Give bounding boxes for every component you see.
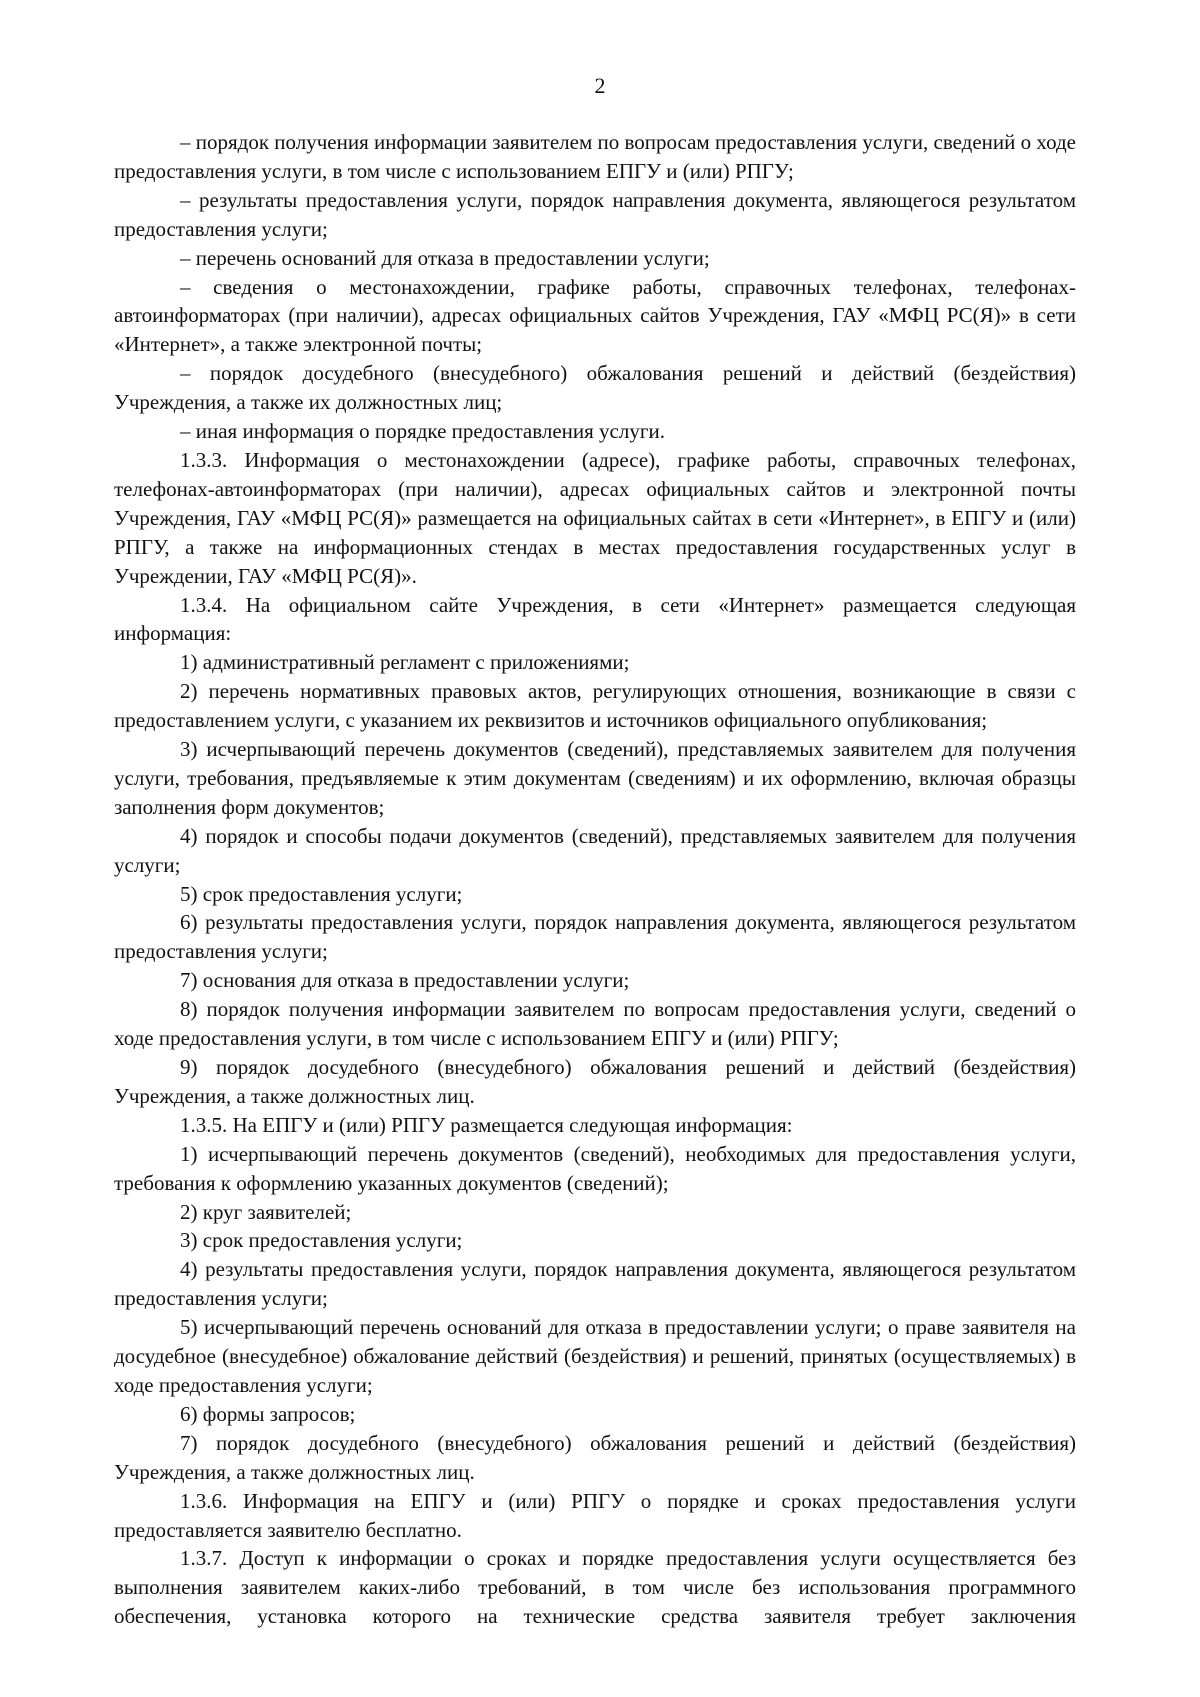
- paragraph: – перечень оснований для отказа в предоставлении услуги;: [180, 245, 710, 270]
- paragraph: 7) основания для отказа в предоставлении услуги;: [180, 968, 630, 993]
- paragraph: 1.3.6. Информация на ЕПГУ и (или) РПГУ о порядке и сроках предоставления услуги предоставляется заявителю бесплатно.: [114, 1488, 1076, 1542]
- paragraph: 1.3.3. Информация о местонахождении (адресе), графике работы, справочных телефонах, телефонах-автоинформаторах (при наличии), адресах официальных сайтов и электронной почты Учреждения, ГАУ «МФЦ РС(Я)» размещается на официальных сайтах в сети «Интернет», в ЕПГУ и (или) РПГУ, а также на информационных стендах в местах предоставления государственных услуг в Учреждении, ГАУ «МФЦ РС(Я)».: [114, 447, 1076, 588]
- paragraph: 7) порядок досудебного (внесудебного) обжалования решений и действий (бездействия) Учреждения, а также должностных лиц.: [114, 1430, 1076, 1484]
- page-number: 2: [594, 73, 606, 98]
- paragraph: 8) порядок получения информации заявителем по вопросам предоставления услуги, сведений о ходе предоставления услуги, в том числе с использованием ЕПГУ и (или) РПГУ;: [114, 997, 1076, 1051]
- document-body: [114, 128, 1076, 1631]
- paragraph: 3) срок предоставления услуги;: [180, 1228, 463, 1253]
- paragraph: 2) перечень нормативных правовых актов, регулирующих отношения, возникающие в связи с предоставлением услуги, с указанием их реквизитов и источников официального опубликования;: [114, 679, 1076, 733]
- paragraph: 5) срок предоставления услуги;: [180, 881, 463, 906]
- paragraph: 5) исчерпывающий перечень оснований для отказа в предоставлении услуги; о праве заявителя на досудебное (внесудебное) обжалование действий (бездействия) и решений, принятых (осуществляемых) в ходе предоставления услуги;: [114, 1315, 1076, 1397]
- paragraph: 1) административный регламент с приложениями;: [180, 650, 630, 675]
- paragraph: 1.3.7. Доступ к информации о сроках и порядке предоставления услуги осуществляется без выполнения заявителем каких-либо требований, в том числе без использования программного обеспечения, установка которого на технические средства заявителя требует заключения: [114, 1546, 1076, 1629]
- paragraph: 1) исчерпывающий перечень документов (сведений), необходимых для предоставления услуги, требования к оформлению указанных документов (сведений);: [114, 1141, 1076, 1195]
- paragraph: 1.3.4. На официальном сайте Учреждения, в сети «Интернет» размещается следующая информация:: [114, 592, 1076, 646]
- paragraph: – результаты предоставления услуги, порядок направления документа, являющегося результатом предоставления услуги;: [114, 187, 1076, 241]
- paragraph: 4) результаты предоставления услуги, порядок направления документа, являющегося результатом предоставления услуги;: [114, 1257, 1076, 1311]
- paragraph: – сведения о местонахождении, графике работы, справочных телефонах, телефонах-автоинформаторах (при наличии), адресах официальных сайтов Учреждения, ГАУ «МФЦ РС(Я)» в сети «Интернет», а также электронной почты;: [114, 274, 1076, 357]
- paragraph: 9) порядок досудебного (внесудебного) обжалования решений и действий (бездействия) Учреждения, а также должностных лиц.: [114, 1055, 1076, 1108]
- paragraph: – порядок получения информации заявителем по вопросам предоставления услуги, сведений о ходе предоставления услуги, в том числе с использованием ЕПГУ и (или) РПГУ;: [114, 130, 1076, 183]
- paragraph: 6) результаты предоставления услуги, порядок направления документа, являющегося результатом предоставления услуги;: [114, 910, 1076, 964]
- paragraph: – иная информация о порядке предоставления услуги.: [180, 419, 665, 444]
- paragraph: 2) круг заявителей;: [180, 1199, 352, 1224]
- paragraph: 6) формы запросов;: [180, 1401, 356, 1426]
- paragraph: 1.3.5. На ЕПГУ и (или) РПГУ размещается следующая информация:: [180, 1112, 793, 1137]
- paragraph: 3) исчерпывающий перечень документов (сведений), представляемых заявителем для получения услуги, требования, предъявляемые к этим документам (сведениям) и их оформлению, включая образцы заполнения форм документов;: [114, 737, 1076, 819]
- paragraph: 4) порядок и способы подачи документов (сведений), представляемых заявителем для получения услуги;: [114, 823, 1076, 877]
- paragraph: – порядок досудебного (внесудебного) обжалования решений и действий (бездействия) Учреждения, а также их должностных лиц;: [114, 361, 1076, 415]
